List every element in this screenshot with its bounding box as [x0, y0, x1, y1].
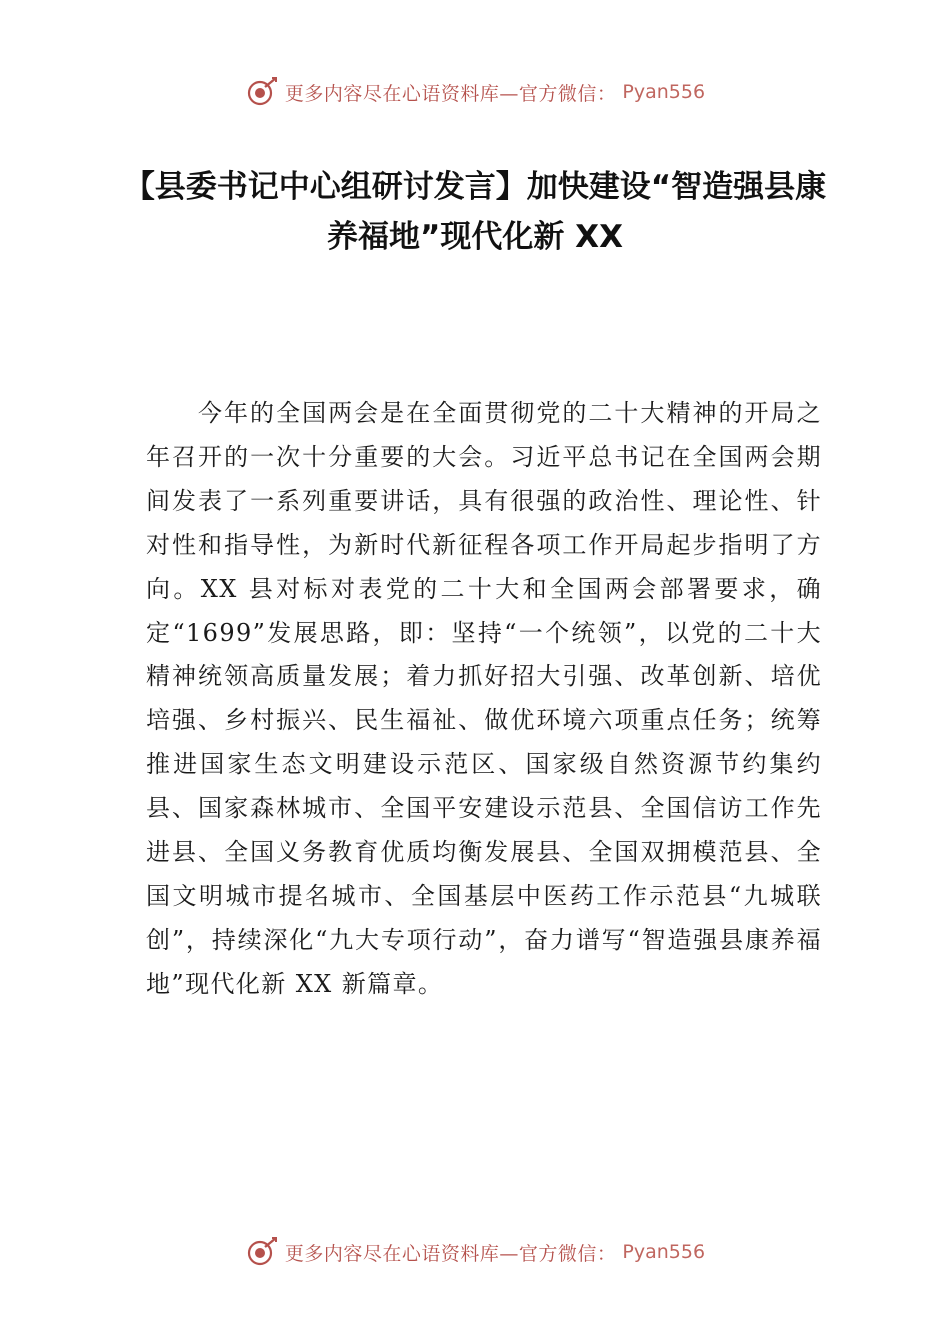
header-watermark	[0, 72, 950, 112]
logo-icon	[245, 1235, 279, 1269]
document-title: 【县委书记中心组研讨发言】加快建设“智造强县康养福地”现代化新 XX	[123, 169, 827, 255]
footer-watermark	[0, 1232, 950, 1272]
logo-icon	[245, 75, 279, 109]
watermark-text: 更多内容尽在心语资料库—官方微信：	[284, 1242, 617, 1265]
watermark-contact: Pyan556	[622, 1241, 706, 1263]
watermark-contact: Pyan556	[622, 81, 706, 103]
watermark-text: 更多内容尽在心语资料库—官方微信：	[284, 82, 617, 105]
body-paragraph: 今年的全国两会是在全面贯彻党的二十大精神的开局之年召开的一次十分重要的大会。习近平总书记在全国两会期间发表了一系列重要讲话，具有很强的政治性、理论性、针对性和指导性，为新时代新征程各项工作开局起步指明了方向。XX 县对标对表党的二十大和全国两会部署要求，确定“1699”发展思路，即：坚持“一个统领”，以党的二十大精神统领高质量发展；着力抓好招大引强、改革创新、培优培强、乡村振兴、民生福祉、做优环境六项重点任务；统筹推进国家生态文明建设示范区、国家级自然资源节约集约县、国家森林城市、全国平安建设示范县、全国信访工作先进县、全国义务教育优质均衡发展县、全国双拥模范县、全国文明城市提名城市、全国基层中医药工作示范县“九城联创”，持续深化“九大专项行动”，奋力谱写“智造强县康养福地”现代化新 XX 新篇章。	[146, 399, 822, 998]
